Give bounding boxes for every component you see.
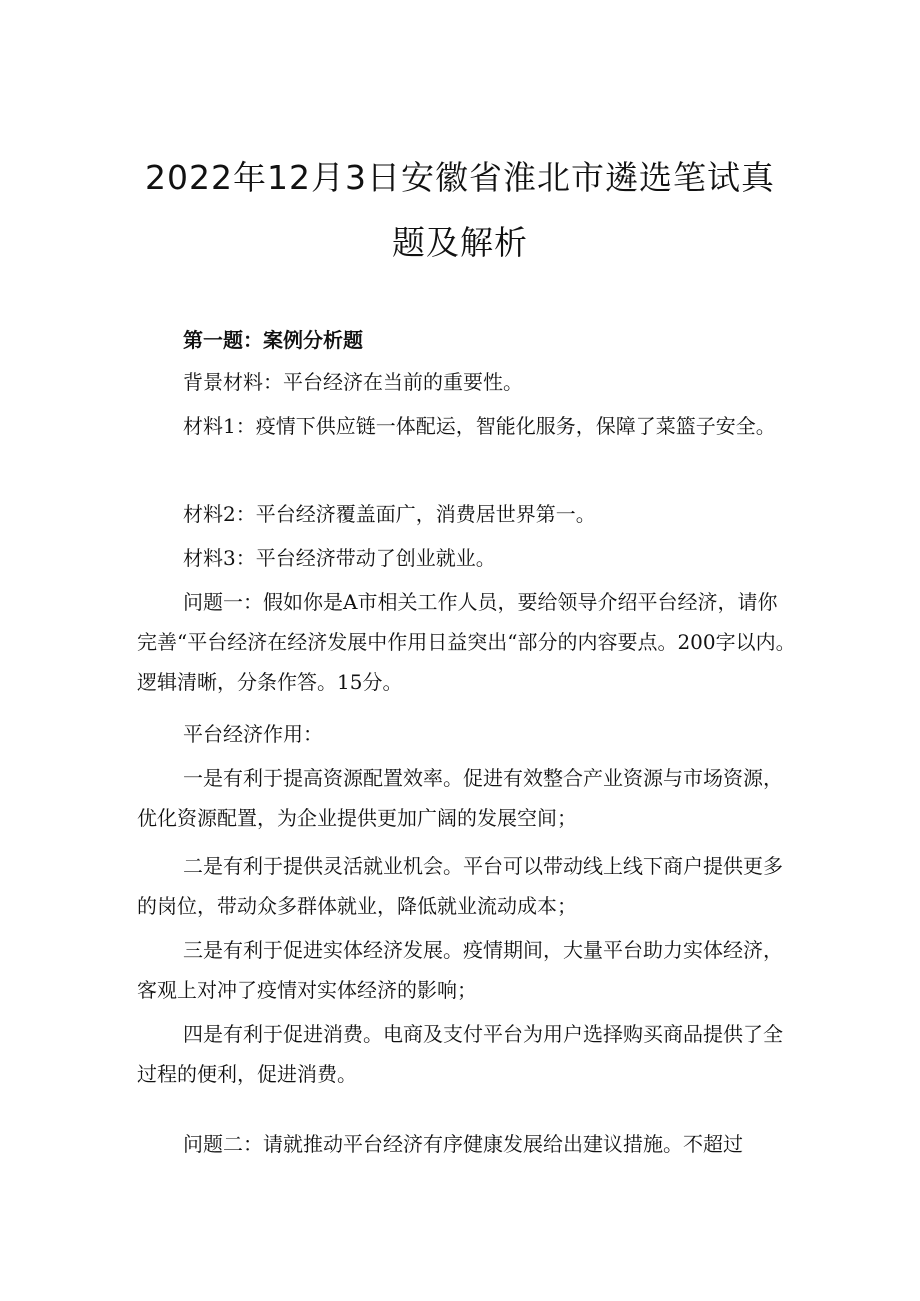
- question-1-paragraph: 问题一：假如你是A市相关工作人员，要给领导介绍平台经济，请你完善“平台经济在经济发展中作用日益突出“部分的内容要点。200字以内。逻辑清晰，分条作答。15分。: [137, 590, 796, 694]
- background-paragraph: 背景材料：平台经济在当前的重要性。: [183, 370, 523, 394]
- section-heading: 第一题：案例分析题: [183, 328, 363, 352]
- answer-point-4: 四是有利于促进消费。电商及支付平台为用户选择购买商品提供了全过程的便利，促进消费。: [137, 1022, 783, 1086]
- document-title-line2: 题及解析: [392, 223, 528, 262]
- document-title-line1: 2022年12月3日安徽省淮北市遴选笔试真: [145, 158, 775, 197]
- question-2-paragraph: 问题二：请就推动平台经济有序健康发展给出建议措施。不超过: [183, 1132, 743, 1156]
- material-3-paragraph: 材料3：平台经济带动了创业就业。: [183, 546, 496, 570]
- answer-point-3: 三是有利于促进实体经济发展。疫情期间，大量平台助力实体经济，客观上对冲了疫情对实体经济的影响；: [137, 938, 783, 1002]
- answer-point-2: 二是有利于提供灵活就业机会。平台可以带动线上线下商户提供更多的岗位，带动众多群体就业，降低就业流动成本；: [137, 854, 783, 918]
- answer-point-1: 一是有利于提高资源配置效率。促进有效整合产业资源与市场资源，优化资源配置，为企业提供更加广阔的发展空间；: [137, 766, 783, 830]
- material-2-paragraph: 材料2：平台经济覆盖面广，消费居世界第一。: [183, 502, 596, 526]
- material-1-paragraph: 材料1：疫情下供应链一体配运，智能化服务，保障了菜篮子安全。: [183, 414, 776, 438]
- answer-heading: 平台经济作用：: [183, 722, 323, 746]
